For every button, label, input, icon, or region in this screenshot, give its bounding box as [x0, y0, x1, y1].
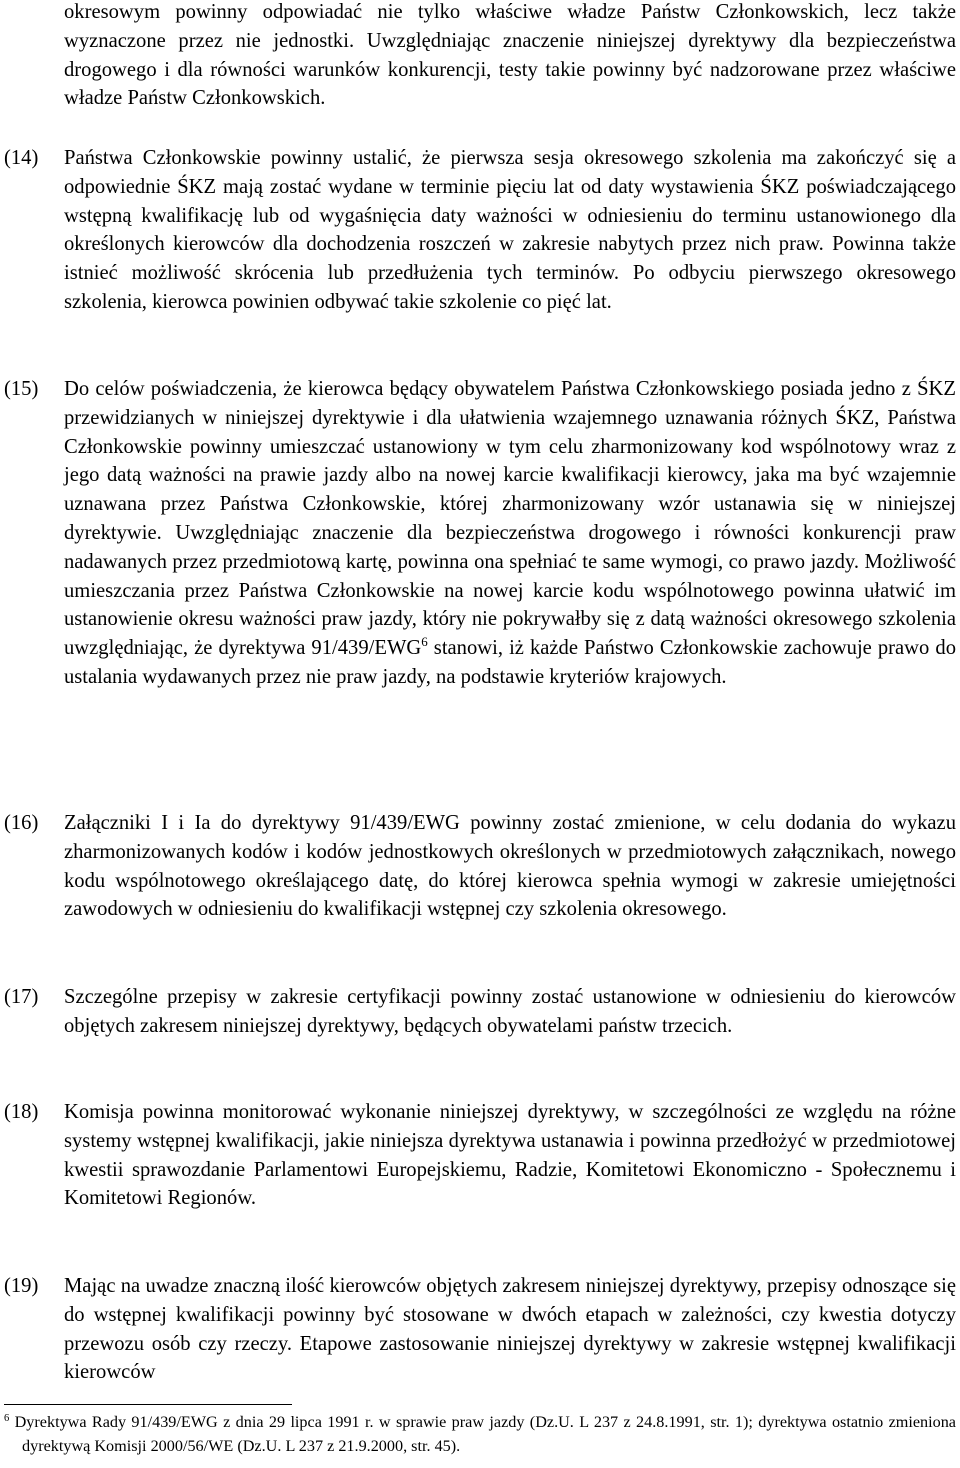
footnote-separator — [4, 1404, 292, 1405]
recital-19 — [0, 1272, 956, 1387]
recital-text: Szczególne przepisy w zakresie certyfikacji powinny zostać ustanowione w odniesieniu do kierowców objętych zakresem niniejszej dyrektywy, będących obywatelami państw trzecich. — [64, 986, 956, 1037]
intro-paragraph: okresowym powinny odpowiadać nie tylko właściwe władze Państw Członkowskich, lecz także wyznaczone przez nie jednostki. Uwzględniając znaczenie niniejszej dyrektywy dla bezpieczeństwa drogowego i dla równości warunków konkurencji, testy takie powinny być nadzorowane przez właściwe władze Państw Członkowskich. — [64, 1, 956, 110]
recital-text-part: Do celów poświadczenia, że kierowca będący obywatelem Państwa Członkowskiego posiada jedno z ŚKZ przewidzianych w niniejszej dyrektywie i dla ułatwienia wzajemnego uznawania różnych ŚKZ, Państwa Członkowskie powinny umieszczać ustanowiony w tym celu zharmonizowany kod wspólnotowy wraz z jego datą ważności na prawie jazdy albo na nowej karcie kwalifikacji kierowcy, jaka ma być wzajemnie uznawana przez Państwa Członkowskie, której zharmonizowany wzór ustanawia się w niniejszej dyrektywie. Uwzględniając znaczenie dla bezpieczeństwa drogowego i równości konkurencji praw nadawanych przez przedmiotową kartę, powinna ona spełniać te same wymogi, co prawo jazdy. Możliwość umieszczania przez Państwa Członkowskie na nowej karcie kodu wspólnotowego powinna ułatwić im ustanowienie okresu ważności praw jazdy, który nie pokrywałby się z datą ważności okresowego szkolenia uwzględniając, że dyrektywa 91/439/EWG — [64, 378, 956, 660]
recital-text — [64, 375, 956, 692]
recital-text-part: stanowi, iż każde Państwo Członkowskie zachowuje prawo do ustalania wydawanych przez nie praw jazdy, na podstawie kryteriów krajowych. — [64, 637, 956, 688]
footnote — [4, 1410, 956, 1458]
footnote-body — [4, 1410, 956, 1458]
recital-number: (19) — [4, 1275, 39, 1297]
recital-text: Załączniki I i Ia do dyrektywy 91/439/EWG powinny zostać zmienione, w celu dodania do wykazu zharmonizowanych kodów i kodów jednostkowych określonych w przedmiotowych załącznikach, nowego kodu wspólnotowego określającego datę, do której kierowca spełnia wymogi w zakresie umiejętności zawodowych w odniesieniu do kwalifikacji wstępnej czy szkolenia okresowego. — [64, 812, 956, 921]
recital-number: (16) — [4, 812, 39, 834]
recital-14 — [0, 144, 956, 317]
footnote-marker: 6 — [4, 1413, 10, 1424]
recital-15 — [0, 375, 956, 692]
recital-number: (14) — [4, 147, 39, 169]
recital-number: (15) — [4, 378, 39, 400]
recital-text: Państwa Członkowskie powinny ustalić, że pierwsza sesja okresowego szkolenia ma zakończyć się a odpowiednie ŚKZ mają zostać wydane w terminie pięciu lat od daty wystawienia ŚKZ poświadczającego wstępną kwalifikację lub od wygaśnięcia daty ważności w odniesieniu do terminu ustanowionego dla określonych kierowców dla dochodzenia roszczeń w zakresie nabytych przez nich praw. Powinna także istnieć możliwość skrócenia lub przedłużenia tych terminów. Po odbyciu pierwszego okresowego szkolenia, kierowca powinien odbywać takie szkolenie co pięć lat. — [64, 147, 956, 313]
recital-number: (17) — [4, 986, 39, 1008]
footnote-text: Dyrektywa Rady 91/439/EWG z dnia 29 lipca 1991 r. w sprawie praw jazdy (Dz.U. L 237 z 24.8.1991, str. 1); dyrektywa ostatnio zmieniona dyrektywą Komisji 2000/56/WE (Dz.U. L 237 z 21.9.2000, str. 45). — [9, 1413, 956, 1455]
recital-text: Mając na uwadze znaczną ilość kierowców objętych zakresem niniejszej dyrektywy, przepisy odnoszące się do wstępnej kwalifikacji powinny być stosowane w dwóch etapach w zależności, czy kwestia dotyczy przewozu osób czy rzeczy. Etapowe zastosowanie niniejszej dyrektywy w zakresie wstępnej kwalifikacji kierowców — [64, 1275, 956, 1384]
recital-18 — [0, 1098, 956, 1213]
recital-17 — [0, 983, 956, 1041]
recital-number: (18) — [4, 1101, 39, 1123]
footnote-reference: 6 — [421, 634, 428, 650]
recital-text: Komisja powinna monitorować wykonanie niniejszej dyrektywy, w szczególności ze względu na różne systemy wstępnej kwalifikacji, jakie niniejsza dyrektywa ustanawia i powinna przedłożyć w przedmiotowej kwestii sprawozdanie Parlamentowi Europejskiemu, Radzie, Komitetowi Ekonomiczno - Społecznemu i Komitetowi Regionów. — [64, 1101, 956, 1210]
recital-16 — [0, 809, 956, 924]
